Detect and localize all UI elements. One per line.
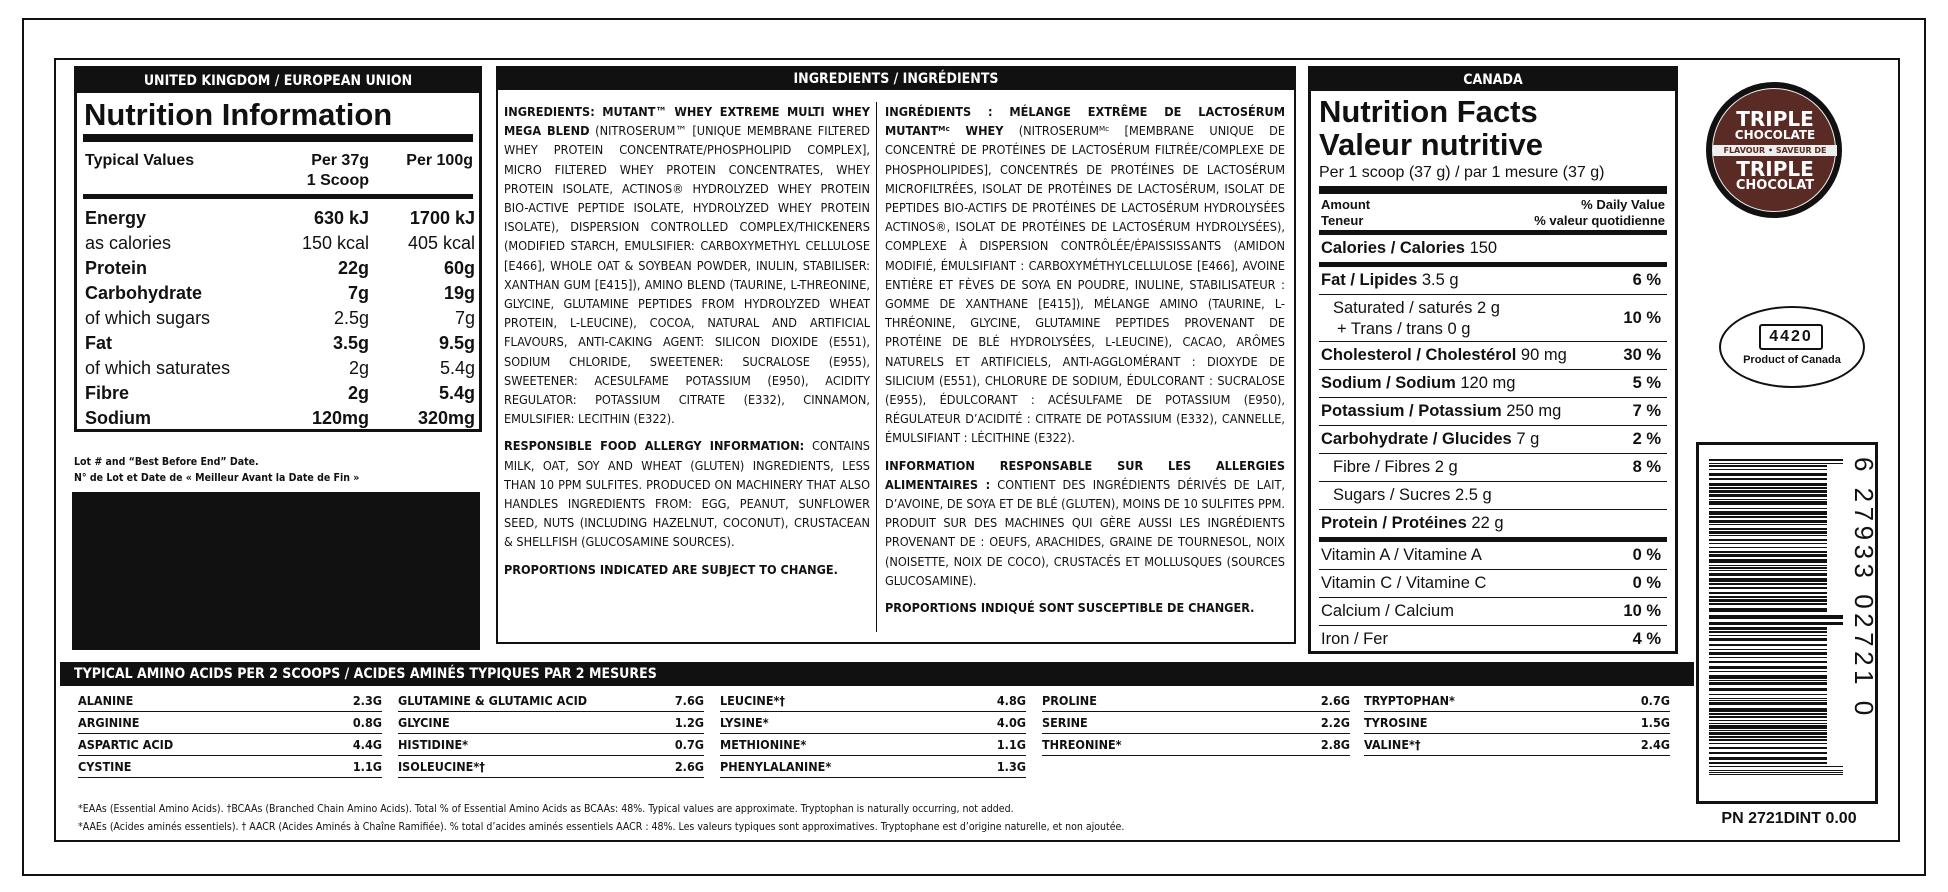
amino-acid-value: 7.6G <box>674 693 704 708</box>
amino-acid-name: TYROSINE <box>1364 715 1428 730</box>
product-code: 4420 <box>1759 324 1823 350</box>
barcode-bar <box>1709 494 1827 497</box>
barcode-bar <box>1709 469 1827 470</box>
barcode-bar <box>1709 736 1827 738</box>
amino-acid-row <box>1364 690 1670 712</box>
uk-nutrient-name: Fibre <box>85 383 130 403</box>
badge-line1: TRIPLE <box>1736 107 1814 131</box>
amino-acid-name: GLUTAMINE & GLUTAMIC ACID <box>398 693 588 708</box>
amino-acid-name: ISOLEUCINE*† <box>398 759 485 774</box>
allergy-fr <box>885 456 1285 590</box>
amino-acid-value: 0.7G <box>1640 693 1670 708</box>
amino-acid-row <box>78 712 382 734</box>
barcode-bar <box>1709 644 1827 646</box>
barcode-bar <box>1709 708 1827 712</box>
barcode-bar <box>1709 671 1827 672</box>
canada-dv-labels <box>1534 197 1665 229</box>
amino-acid-name: GLYCINE <box>398 715 450 730</box>
barcode-bar <box>1709 547 1827 548</box>
barcode-bar <box>1709 700 1827 701</box>
barcode-bar <box>1709 725 1827 729</box>
amino-acid-value: 1.1G <box>996 737 1026 752</box>
amino-acid-name: LEUCINE*† <box>720 693 786 708</box>
barcode-bar <box>1709 694 1827 695</box>
canada-nutrient-amount: 120 mg <box>1460 374 1516 392</box>
amino-acid-row <box>720 734 1026 756</box>
amino-acid-name: SERINE <box>1042 715 1088 730</box>
uk-nutrient-per-100g: 60g <box>443 258 475 278</box>
badge-line3: FLAVOUR • SAVEUR DE <box>1713 145 1837 156</box>
canada-calories-label: Calories / Calories <box>1321 239 1465 257</box>
uk-nutrient-name: Energy <box>85 208 147 228</box>
amino-acid-value: 4.4G <box>352 737 382 752</box>
canada-nutrient-row <box>1319 295 1667 342</box>
canada-daily-value: 6 % <box>1632 271 1661 289</box>
proportions-fr-text: PROPORTIONS INDIQUÉ SONT SUSCEPTIBLE DE CHANGER. <box>885 600 1255 616</box>
canada-amount-labels <box>1321 197 1370 229</box>
allergy-en-body: CONTAINS MILK, OAT, SOY AND WHEAT (GLUTEN) INGREDIENTS, LESS THAN 10 PPM SULFITES. PRODUCED ON MACHINERY THAT ALSO HANDLES INGREDIENTS FROM: EGG, PEANUT, SUNFLOWER SEED, NUTS (INCLUDING HAZELNUT, COCONUT), CRUSTACEAN & SHELLFISH (GLUCOSAMINE SOURCES). <box>504 438 870 550</box>
amino-acid-value: 1.1G <box>352 759 382 774</box>
canada-nutrient-amount: 90 mg <box>1520 346 1567 364</box>
uk-nutrient-row <box>83 355 473 380</box>
barcode-bar <box>1709 573 1827 576</box>
barcode-bar <box>1709 652 1827 655</box>
amino-acid-row <box>398 734 704 756</box>
amino-acid-value: 0.7G <box>674 737 704 752</box>
barcode-bar <box>1709 682 1827 685</box>
ingredients-fr-list <box>885 102 1285 448</box>
amino-acid-row <box>720 756 1026 778</box>
ingredients-en-list <box>504 102 870 428</box>
uk-col-label: Typical Values <box>85 152 195 169</box>
barcode-bar <box>1709 459 1843 461</box>
barcode-bar <box>1709 702 1827 705</box>
barcode-bar <box>1709 465 1827 467</box>
barcode-bar <box>1709 524 1827 525</box>
barcode-bar <box>1709 483 1827 486</box>
barcode-bar <box>1709 739 1827 741</box>
canada-nutrient-line1: Saturated / saturés 2 g <box>1333 299 1500 317</box>
canada-nutrient-name <box>1321 402 1561 421</box>
barcode-bar <box>1709 631 1827 633</box>
amino-acid-row <box>398 712 704 734</box>
canada-nutrient-amount: 22 g <box>1471 514 1504 532</box>
amino-acid-row <box>1042 712 1350 734</box>
barcode-bar <box>1709 490 1827 493</box>
canada-panel-title <box>1319 95 1675 161</box>
uk-nutrient-name: Carbohydrate <box>85 283 203 303</box>
uk-nutrient-row <box>83 305 473 330</box>
amino-acid-row <box>720 690 1026 712</box>
canada-amount-header <box>1319 194 1667 235</box>
barcode-bar <box>1709 543 1827 544</box>
barcode-bar <box>1709 587 1827 589</box>
barcode-bar <box>1709 752 1827 754</box>
barcode-bar <box>1709 539 1827 541</box>
canada-thick-rule <box>1319 186 1667 194</box>
ingredients-english <box>504 102 870 587</box>
uk-nutrient-per-scoop: 2g <box>348 358 369 378</box>
barcode-bar <box>1709 747 1827 749</box>
barcode-bar <box>1709 508 1827 509</box>
amino-acid-name: ARGININE <box>78 715 140 730</box>
canada-daily-value: 0 % <box>1632 574 1661 592</box>
barcode-bar <box>1709 627 1827 630</box>
canada-nutrient-row <box>1319 370 1667 398</box>
barcode-bar <box>1709 578 1827 582</box>
barcode-bar <box>1709 772 1843 773</box>
barcode-bar <box>1709 551 1827 553</box>
allergy-en-lead: RESPONSIBLE FOOD ALLERGY INFORMATION: <box>504 438 805 454</box>
uk-col-per-scoop: Per 37g <box>311 152 369 169</box>
lot-print-area <box>72 492 480 650</box>
amino-acid-row <box>1042 734 1350 756</box>
uk-nutrient-per-scoop: 150 kcal <box>301 233 369 253</box>
badge-line2: CHOCOLATE <box>1734 128 1816 142</box>
badge-line5: CHOCOLAT <box>1735 178 1815 193</box>
amino-acid-value: 4.0G <box>996 715 1026 730</box>
barcode-bar <box>1709 675 1827 679</box>
barcode-bar <box>1709 680 1827 681</box>
barcode-bar <box>1709 770 1843 771</box>
barcode-bar <box>1709 649 1827 650</box>
amino-acid-name: PROLINE <box>1042 693 1097 708</box>
amino-acid-name: HISTIDINE* <box>398 737 469 752</box>
uk-nutrient-per-100g: 405 kcal <box>407 233 475 253</box>
canada-nutrient-name: Calcium / Calcium <box>1321 602 1454 620</box>
allergy-fr-body: CONTIENT DES INGRÉDIENTS DÉRIVÉS DE LAIT, D’AVOINE, DE SOYA ET DE BLÉ (GLUTEN), MOINS DE 10 SULFITES PPM. PRODUIT SUR DES MACHINES QUI GÈRE AUSSI LES INGRÉDIENTS PROVENANT DE : OEUFS, ARACHIDES, GRAINE DE TOURNESOL, NOIX (NOISETTE, NOIX DE COCO), CRUSTACÉS ET MOLLUSQUES (SOURCES GLUCOSAMINE). <box>885 476 1285 588</box>
amino-acid-row <box>78 756 382 778</box>
uk-nutrient-row <box>83 380 473 405</box>
canada-nutrient-name: Sugars / Sucres 2.5 g <box>1333 486 1492 504</box>
ingredients-french <box>885 102 1285 625</box>
barcode-bar <box>1709 720 1827 721</box>
amino-acid-name: ASPARTIC ACID <box>78 737 174 752</box>
barcode-bar <box>1709 516 1827 518</box>
barcode-bar <box>1709 766 1843 767</box>
canada-nutrient-amount: 3.5 g <box>1421 271 1459 289</box>
barcode-bar <box>1709 698 1827 699</box>
amino-acid-name: VALINE*† <box>1364 737 1421 752</box>
amino-acid-value: 0.8G <box>352 715 382 730</box>
flavour-badge <box>1706 82 1842 218</box>
canada-calories <box>1321 239 1497 258</box>
canada-nutrient-name: Fibre / Fibres 2 g <box>1333 458 1458 476</box>
barcode-bar <box>1709 520 1827 523</box>
uk-nutrient-name: of which sugars <box>85 308 211 328</box>
canada-nutrient-row <box>1319 570 1667 598</box>
badge-line4: TRIPLE <box>1736 157 1814 181</box>
canada-daily-value: 2 % <box>1632 430 1661 448</box>
barcode-bar <box>1709 528 1827 530</box>
footnote-fr: *AAEs (Acides aminés essentiels). † AACR (Acides Aminés à Chaîne Ramifiée). % total d’acides aminés essentiels AACR : 48%. Les valeurs typiques sont approximatives. Tryptophane est d’origine naturelle, et non ajoutée. <box>78 821 1125 833</box>
amino-acid-name: PHENYLALANINE* <box>720 759 832 774</box>
amino-acid-value: 2.6G <box>1320 693 1350 708</box>
amino-acid-row <box>78 734 382 756</box>
barcode-bar <box>1709 661 1827 663</box>
barcode-bar <box>1709 657 1827 658</box>
barcode-bar <box>1709 716 1827 718</box>
canada-nutrient-label: Carbohydrate / Glucides <box>1321 430 1512 448</box>
canada-title-en: Nutrition Facts <box>1319 94 1538 129</box>
barcode-bar <box>1709 599 1827 602</box>
uk-nutrient-row <box>83 205 473 230</box>
canada-nutrient-name: Vitamin C / Vitamine C <box>1321 574 1487 592</box>
barcode-bar <box>1709 732 1827 735</box>
canada-daily-value: 0 % <box>1632 546 1661 564</box>
lot-info-fr: N° de Lot et Date de « Meilleur Avant la Date de Fin » <box>74 472 360 484</box>
footnotes <box>78 800 1124 836</box>
canada-daily-value: 8 % <box>1632 458 1661 476</box>
uk-nutrient-per-scoop: 630 kJ <box>313 208 369 228</box>
amino-acid-value: 1.5G <box>1640 715 1670 730</box>
ingredients-panel <box>496 66 1296 644</box>
canada-nutrition-panel <box>1308 66 1678 654</box>
amino-acid-value: 4.8G <box>996 693 1026 708</box>
canada-daily-value: 10 % <box>1623 309 1661 327</box>
proportions-fr <box>885 598 1285 617</box>
canada-nutrient-label: Potassium / Potassium <box>1321 402 1502 420</box>
product-of-canada-seal <box>1719 306 1865 388</box>
canada-nutrient-label: Fat / Lipides <box>1321 271 1418 289</box>
canada-daily-value: 10 % <box>1623 602 1661 620</box>
canada-nutrient-name <box>1321 271 1459 290</box>
canada-nutrient-row <box>1319 267 1667 295</box>
barcode-bar <box>1709 713 1827 715</box>
canada-dv-en: % Daily Value <box>1581 197 1665 212</box>
amino-acid-value: 2.8G <box>1320 737 1350 752</box>
flavour-badge-inner <box>1712 88 1836 212</box>
lot-info <box>74 454 359 486</box>
barcode-bar <box>1709 499 1827 500</box>
canada-rows <box>1311 267 1675 654</box>
canada-title-fr: Valeur nutritive <box>1319 127 1543 162</box>
canada-nutrient-amount: 7 g <box>1516 430 1540 448</box>
uk-nutrition-panel <box>74 66 482 432</box>
uk-nutrient-per-100g: 320mg <box>417 408 475 428</box>
product-of-canada-text: Product of Canada <box>1743 354 1841 366</box>
amino-acid-name: CYSTINE <box>78 759 132 774</box>
lot-info-en: Lot # and “Best Before End” Date. <box>74 456 259 468</box>
uk-column-header <box>83 142 473 199</box>
barcode-bar <box>1709 592 1827 594</box>
barcode-bar <box>1709 762 1827 764</box>
canada-nutrient-row <box>1319 342 1667 370</box>
barcode-bar <box>1709 487 1827 489</box>
barcode-bar <box>1709 559 1827 563</box>
uk-nutrient-per-scoop: 2g <box>347 383 369 403</box>
canada-nutrient-name <box>1321 514 1504 533</box>
canada-nutrient-row <box>1319 542 1667 570</box>
canada-calories-row <box>1319 235 1667 267</box>
barcode-bar <box>1709 478 1827 480</box>
canada-dv-fr: % valeur quotidienne <box>1534 213 1665 228</box>
canada-nutrient-name <box>1333 298 1500 340</box>
uk-nutrient-per-100g: 9.5g <box>438 333 475 353</box>
amino-acid-value: 1.2G <box>674 715 704 730</box>
canada-calories-value: 150 <box>1469 239 1498 257</box>
uk-nutrient-name: of which saturates <box>85 358 231 378</box>
barcode-bar <box>1709 723 1827 724</box>
uk-nutrient-row <box>83 280 473 305</box>
amino-acid-row <box>1364 712 1670 734</box>
barcode-bar <box>1709 615 1843 619</box>
canada-nutrient-row <box>1319 398 1667 426</box>
barcode-bar <box>1709 565 1827 566</box>
uk-nutrient-per-100g: 5.4g <box>439 358 475 378</box>
amino-acid-row <box>398 690 704 712</box>
barcode-bar <box>1709 554 1827 557</box>
uk-nutrient-row <box>83 405 473 430</box>
barcode-bar <box>1709 622 1843 625</box>
barcode-bar <box>1709 603 1827 605</box>
barcode-box <box>1696 442 1878 804</box>
canada-nutrient-label: Protein / Protéines <box>1321 514 1467 532</box>
uk-nutrient-row <box>83 255 473 280</box>
uk-panel-header: UNITED KINGDOM / EUROPEAN UNION <box>77 69 479 93</box>
barcode-bar <box>1709 608 1827 612</box>
barcode-bar <box>1709 666 1827 669</box>
barcode-bars <box>1709 459 1843 775</box>
part-number: PN 2721DINT 0.00 <box>1721 810 1857 827</box>
canada-nutrient-row <box>1319 426 1667 454</box>
amino-acid-name: LYSINE* <box>720 715 769 730</box>
canada-nutrient-label: Cholesterol / Cholestérol <box>1321 346 1517 364</box>
uk-nutrient-per-scoop: 22g <box>337 258 369 278</box>
amino-acid-row <box>78 690 382 712</box>
proportions-en <box>504 560 870 579</box>
canada-serving-size: Per 1 scoop (37 g) / par 1 mesure (37 g) <box>1319 164 1605 181</box>
canada-nutrient-line2: + Trans / trans 0 g <box>1337 320 1471 338</box>
barcode-bar <box>1709 730 1827 731</box>
amino-acids-header: TYPICAL AMINO ACIDS PER 2 SCOOPS / ACIDES AMINÉS TYPIQUES PAR 2 MESURES <box>60 662 1694 686</box>
canada-nutrient-name <box>1321 346 1567 365</box>
barcode-bar <box>1709 531 1827 534</box>
canada-daily-value: 5 % <box>1632 374 1661 392</box>
ingredients-en-lead: INGREDIENTS: MUTANT™ WHEY EXTREME MULTI WHEY MEGA BLEND <box>504 104 870 139</box>
barcode-bar <box>1709 774 1843 775</box>
amino-acid-name: METHIONINE* <box>720 737 807 752</box>
amino-acid-value: 2.3G <box>352 693 382 708</box>
uk-nutrient-per-scoop: 120mg <box>311 408 369 428</box>
uk-rows <box>77 205 479 430</box>
uk-thick-rule <box>83 134 473 142</box>
ingredients-fr-body: (NITROSERUMᴹᶜ [MEMBRANE UNIQUE DE CONCENTRÉ DE PROTÉINES DE LACTOSÉRUM FILTRÉE/COMPLEXE DE PHOSPHOLIPIDES], CONCENTRÉS DE PROTÉINES DE LACTOSÉRUM MICROFILTRÉES, ISOLAT DE PROTÉINES DE LACTOSÉRUM, ISOLAT DE PEPTIDES BIO-ACTIFS DE PROTÉINES DE LACTOSÉRUM HYDROLYSÉES ACTINOS®, ISOLAT DE PROTÉINES DE LACTOSÉRUM HYDROLYSÉES), COMPLEXE À DISPERSION CONTRÔLÉE/ÉPAISSISSANTS (AMIDON MODIFIÉ, ÉMULSIFIANT : CARBOXYMÉTHYLCELLULOSE [E466], AVOINE ENTIÈRE ET FÈVES DE SOYA EN POUDRE, INULINE, STABILISATEUR : GOMME DE XANTHANE [E415]), MÉLANGE AMINO (TAURINE, L-THRÉONINE, GLYCINE, GLUTAMINE PEPTIDES PROVENANT DE PROTÉINE DE BLÉ HYDROLYSÉES, L-LEUCINE), CACAO, ARÔMES NATURELS ET ARTIFICIELS, ANTI-AGGLOMÉRANT : DIOXYDE DE SILICIUM (E551), CHLORURE DE SODIUM, ÉDULCORANT : SUCRALOSE (E955), ÉDULCORANT : ACÉSULFAME DE POTASSIUM (E950), RÉGULATEUR D’ACIDITÉ : CITRATE DE POTASSIUM (E332), CANNELLE, ÉMULSIFIANT : LÉCITHINE (E322). <box>885 123 1285 446</box>
canada-daily-value: 4 % <box>1632 630 1661 648</box>
amino-acid-name: THREONINE* <box>1042 737 1122 752</box>
uk-nutrient-per-100g: 7g <box>454 308 475 328</box>
uk-nutrient-name: Sodium <box>85 408 151 428</box>
barcode-bar <box>1709 635 1827 636</box>
amino-acid-value: 2.6G <box>674 759 704 774</box>
canada-nutrient-row <box>1319 510 1667 542</box>
uk-nutrient-name: as calories <box>85 233 172 253</box>
ingredients-fr-lead: INGRÉDIENTS : MÉLANGE EXTRÊME DE LACTOSÉRUM MUTANTᴹᶜ WHEY <box>885 104 1285 139</box>
uk-nutrient-per-100g: 19g <box>443 283 475 303</box>
amino-acid-row <box>398 756 704 778</box>
canada-nutrient-row <box>1319 626 1667 654</box>
barcode-bar <box>1709 463 1843 464</box>
barcode-bar <box>1709 511 1827 515</box>
canada-nutrient-label: Sodium / Sodium <box>1321 374 1456 392</box>
amino-acid-row <box>1364 734 1670 756</box>
uk-panel-title: Nutrition Information <box>84 97 393 132</box>
canada-nutrient-name: Vitamin A / Vitamine A <box>1321 546 1482 564</box>
uk-nutrient-row <box>83 330 473 355</box>
canada-nutrient-name: Iron / Fer <box>1321 630 1388 648</box>
amino-acid-name: ALANINE <box>78 693 134 708</box>
uk-nutrient-per-100g: 1700 kJ <box>409 208 475 228</box>
ingredients-header: INGREDIENTS / INGRÉDIENTS <box>498 68 1294 90</box>
canada-nutrient-row <box>1319 598 1667 626</box>
canada-nutrient-amount: 250 mg <box>1506 402 1562 420</box>
barcode-bar <box>1709 583 1827 585</box>
amino-acid-value: 1.3G <box>996 759 1026 774</box>
barcode-bar <box>1709 473 1827 476</box>
canada-nutrient-row <box>1319 482 1667 510</box>
uk-nutrient-per-scoop: 3.5g <box>332 333 369 353</box>
proportions-en-text: PROPORTIONS INDICATED ARE SUBJECT TO CHANGE. <box>504 561 838 577</box>
barcode-bar <box>1709 501 1827 505</box>
uk-nutrient-name: Protein <box>85 258 148 278</box>
allergy-fr-lead: INFORMATION RESPONSABLE SUR LES ALLERGIES ALIMENTAIRES : <box>885 457 1285 492</box>
barcode-bar <box>1709 596 1827 598</box>
uk-nutrient-name: Fat <box>85 333 112 353</box>
amino-acid-value: 2.2G <box>1320 715 1350 730</box>
canada-panel-header: CANADA <box>1311 69 1675 91</box>
canada-amount-fr: Teneur <box>1321 213 1364 228</box>
barcode-bar <box>1709 638 1827 641</box>
amino-acid-name: TRYPTOPHAN* <box>1364 693 1455 708</box>
uk-nutrient-per-scoop: 2.5g <box>333 308 369 328</box>
barcode-bar <box>1709 688 1827 691</box>
barcode-bar <box>1709 757 1827 760</box>
canada-daily-value: 7 % <box>1632 402 1661 420</box>
amino-acid-row <box>720 712 1026 734</box>
allergy-en <box>504 436 870 551</box>
uk-col-per-scoop-sub: 1 Scoop <box>306 172 369 189</box>
uk-col-per-100g: Per 100g <box>406 152 473 169</box>
barcode-digits: 6 27933 02721 0 <box>1849 457 1879 720</box>
canada-nutrient-name <box>1321 374 1515 393</box>
uk-nutrient-row <box>83 230 473 255</box>
canada-amount-en: Amount <box>1321 197 1371 212</box>
canada-nutrient-row <box>1319 454 1667 482</box>
uk-nutrient-per-scoop: 7g <box>347 283 369 303</box>
barcode-bar <box>1709 570 1827 571</box>
amino-acid-row <box>1042 690 1350 712</box>
ingredients-en-body: (NITROSERUM™ [UNIQUE MEMBRANE FILTERED WHEY PROTEIN CONCENTRATE/PHOSPHOLIPID COMPLEX], MICRO FILTERED WHEY PROTEIN CONCENTRATES, WHEY PROTEIN ISOLATE, ACTINOS® HYDROLYZED WHEY PROTEIN BIO-ACTIVE PEPTIDE ISOLATE, HYDROLYZED WHEY PROTEIN ISOLATE), DISPERSION CONTROLLED COMPLEX/THICKENERS (MODIFIED STARCH, EMULSIFIER: CARBOXYMETHYL CELLULOSE [E466], WHOLE OAT & SOYBEAN POWDER, INULIN, STABILISER: XANTHAN GUM [E415]), AMINO BLEND (TAURINE, L-THREONINE, GLYCINE, GLUTAMINE PEPTIDES FROM HYDROLYZED WHEAT PROTEIN, L-LEUCINE), COCOA, NATURAL AND ARTIFICIAL FLAVOURS, ANTI-CAKING AGENT: SILICON DIOXIDE (E551), SODIUM CHLORIDE, SWEETENER: SUCRALOSE (E955), SWEETENER: ACESULFAME POTASSIUM (E950), ACIDITY REGULATOR: POTASSIUM CITRATE (E332), CINNAMON, EMULSIFIER: LECITHIN (E322). <box>504 123 870 427</box>
uk-nutrient-per-100g: 5.4g <box>438 383 475 403</box>
footnote-en: *EAAs (Essential Amino Acids). †BCAAs (Branched Chain Amino Acids). Total % of Essential Amino Acids as BCAAs: 48%. Typical values are approximate. Tryptophan is naturally occurring, not added. <box>78 803 1014 815</box>
barcode-image <box>1699 445 1879 801</box>
amino-acid-value: 2.4G <box>1640 737 1670 752</box>
canada-nutrient-name <box>1321 430 1539 449</box>
barcode-bar <box>1709 567 1827 569</box>
ingredients-divider <box>876 102 877 632</box>
barcode-bar <box>1709 743 1827 744</box>
barcode-bar <box>1709 535 1827 536</box>
canada-daily-value: 30 % <box>1623 346 1661 364</box>
